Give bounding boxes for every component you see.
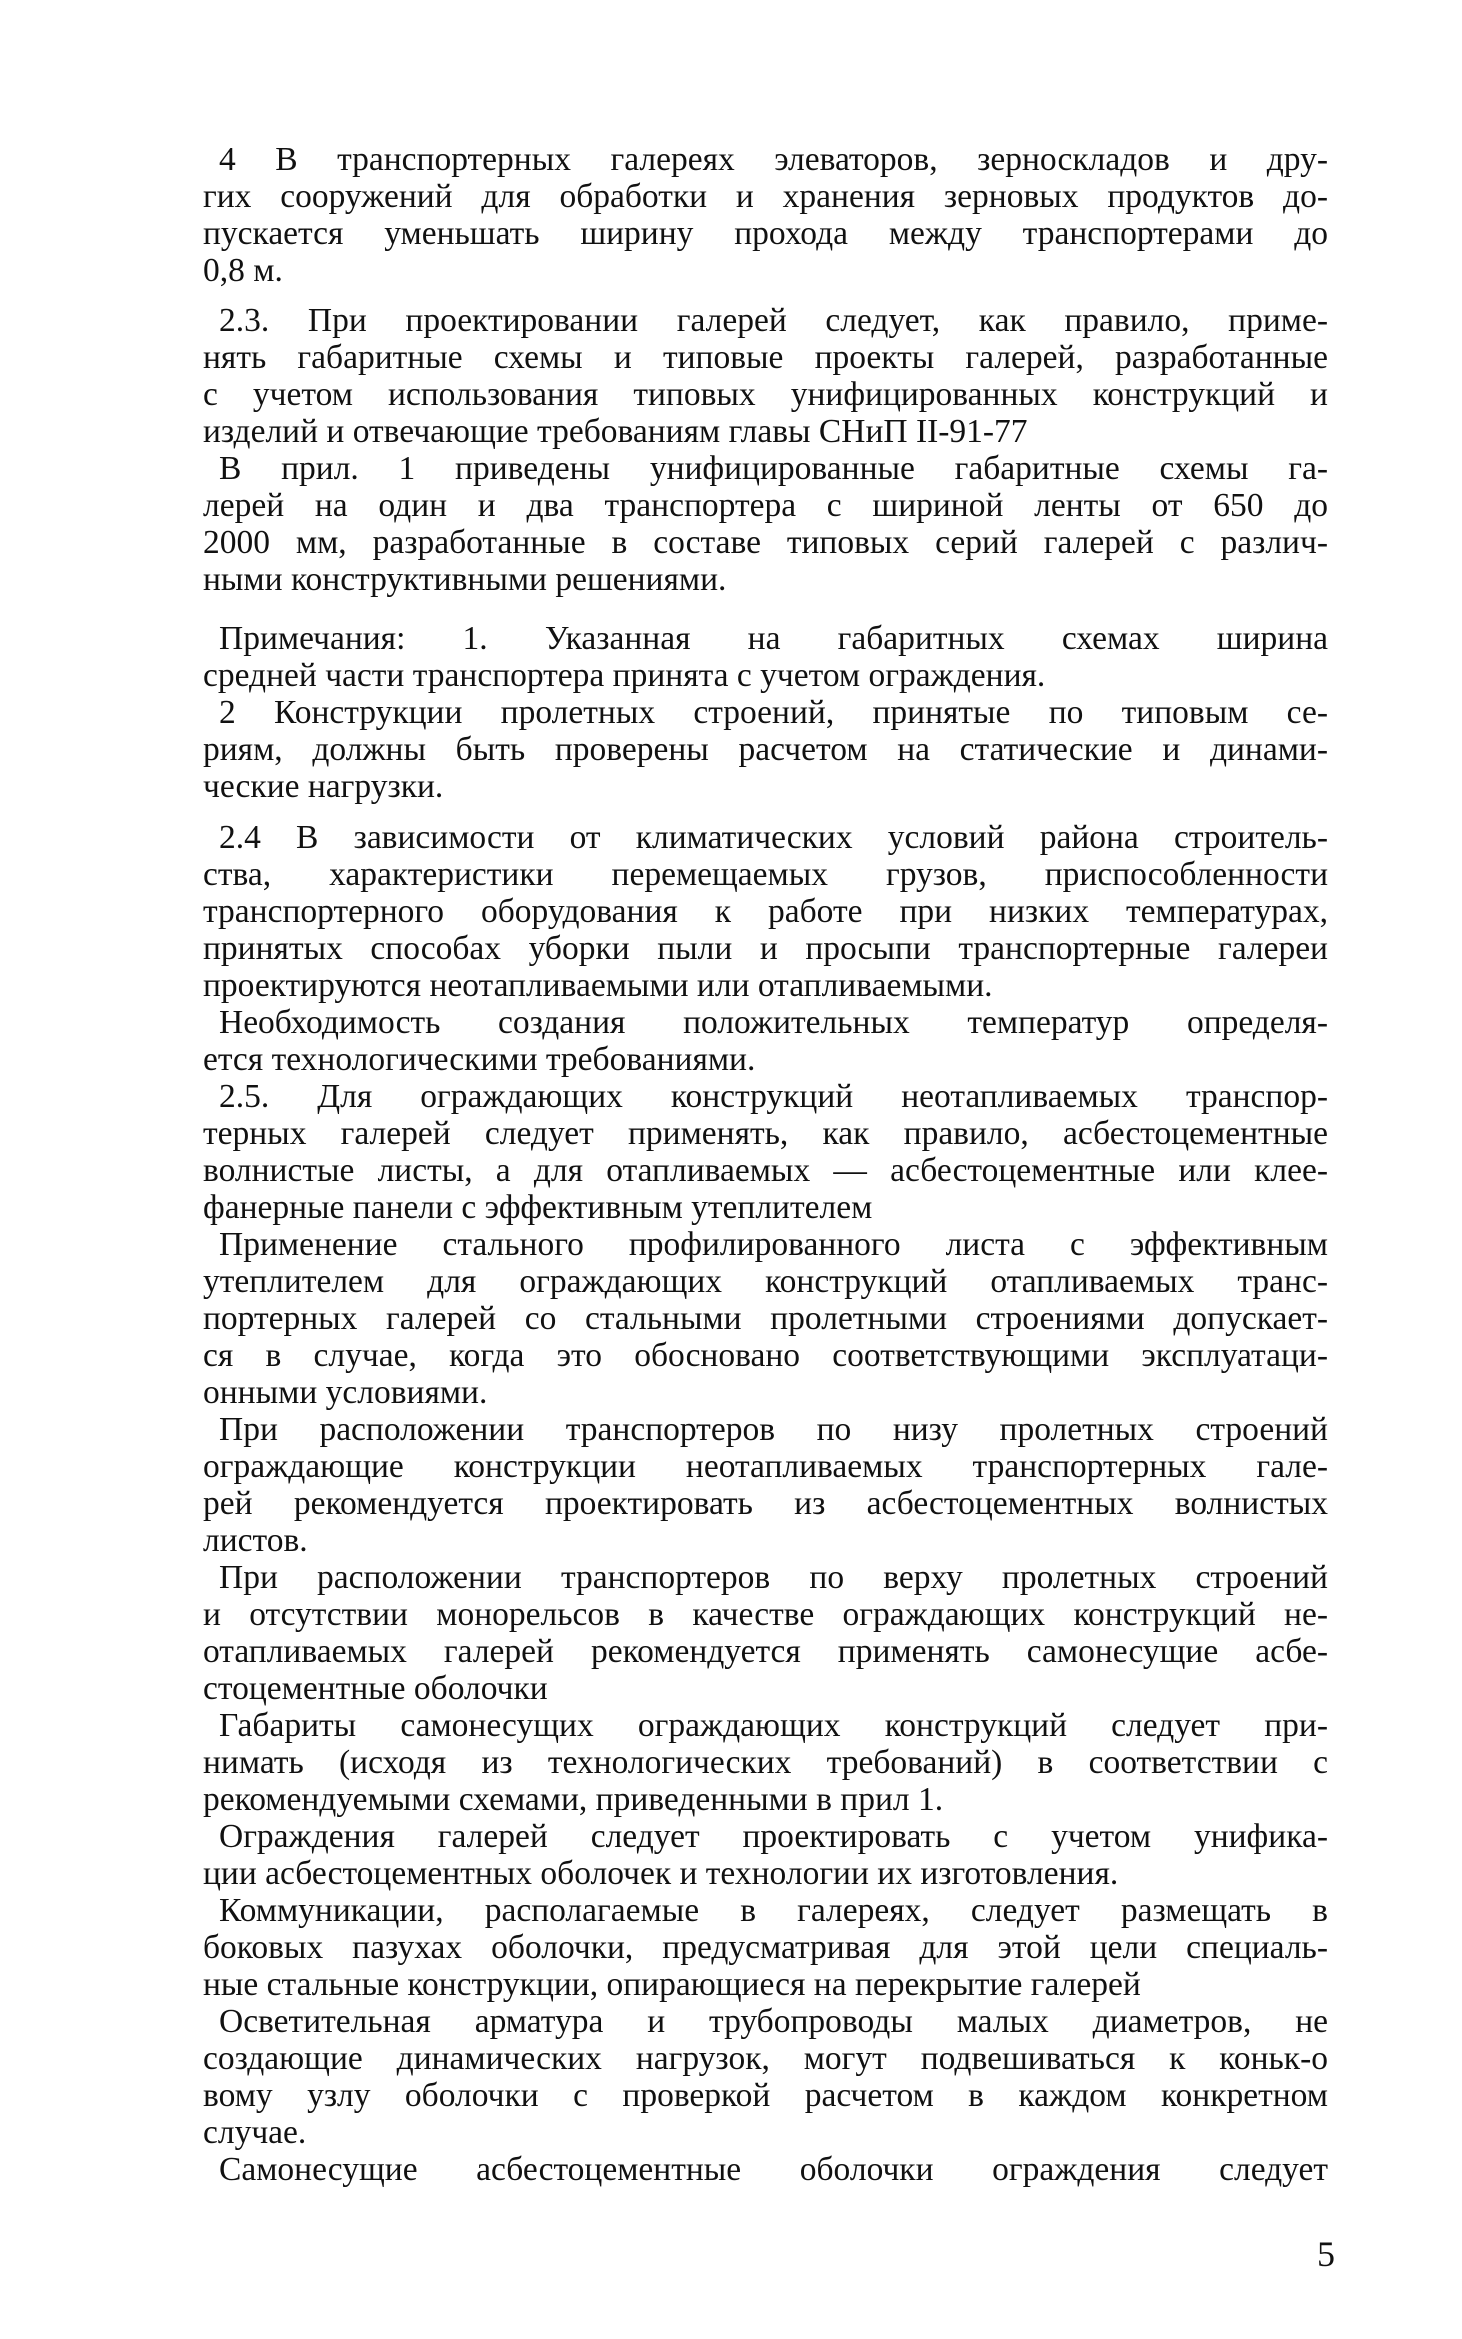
- text-line: создающие динамических нагрузок, могут подвешиваться к коньк-о: [203, 2040, 1328, 2077]
- note-line: средней части транспортера принята с учетом ограждения.: [203, 657, 1046, 694]
- text-line: 0,8 м.: [203, 252, 283, 289]
- text-line: изделий и отвечающие требованиям главы СНиП II-91-77: [203, 413, 1028, 450]
- text-line: проектируются неотапливаемыми или отапливаемыми.: [203, 967, 993, 1004]
- text-line: принятых способах уборки пыли и просыпи транспортерные галереи: [203, 930, 1328, 967]
- text-line: ся в случае, когда это обосновано соответствующими эксплуатаци-: [203, 1337, 1328, 1374]
- text-line: ные стальные конструкции, опирающиеся на перекрытие галерей: [203, 1966, 1141, 2003]
- text-line: боковых пазухах оболочки, предусматривая для этой цели специаль-: [203, 1929, 1328, 1966]
- text-line: Ограждения галерей следует проектировать с учетом унифика-: [219, 1818, 1328, 1855]
- text-line: рей рекомендуется проектировать из асбестоцементных волнистых: [203, 1485, 1328, 1522]
- text-line: нять габаритные схемы и типовые проекты галерей, разработанные: [203, 339, 1328, 376]
- text-line: онными условиями.: [203, 1374, 488, 1411]
- text-line: В прил. 1 приведены унифицированные габаритные схемы га-: [219, 450, 1328, 487]
- text-line: 2.3. При проектировании галерей следует, как правило, приме-: [219, 302, 1328, 339]
- text-line: терных галерей следует применять, как правило, асбестоцементные: [203, 1115, 1328, 1152]
- text-line: Осветительная арматура и трубопроводы малых диаметров, не: [219, 2003, 1328, 2040]
- text-line: случае.: [203, 2114, 307, 2151]
- text-line: с учетом использования типовых унифицированных конструкций и: [203, 376, 1328, 413]
- text-line: портерных галерей со стальными пролетными строениями допускает-: [203, 1300, 1328, 1337]
- text-line: Необходимость создания положительных температур определя-: [219, 1004, 1328, 1041]
- text-line: отапливаемых галерей рекомендуется применять самонесущие асбе-: [203, 1633, 1328, 1670]
- text-line: 2.5. Для ограждающих конструкций неотапливаемых транспор-: [219, 1078, 1328, 1115]
- text-line: нимать (исходя из технологических требований) в соответствии с: [203, 1744, 1328, 1781]
- text-line: пускается уменьшать ширину прохода между транспортерами до: [203, 215, 1328, 252]
- text-line: ными конструктивными решениями.: [203, 561, 727, 598]
- note-line: 2 Конструкции пролетных строений, принятые по типовым се-: [219, 694, 1328, 731]
- text-line: При расположении транспортеров по верху пролетных строений: [219, 1559, 1328, 1596]
- text-line: 2.4 В зависимости от климатических условий района строитель-: [219, 819, 1328, 856]
- text-line: лерей на один и два транспортера с шириной ленты от 650 до: [203, 487, 1328, 524]
- note-line: Примечания: 1. Указанная на габаритных схемах ширина: [219, 620, 1328, 657]
- text-line: Габариты самонесущих ограждающих конструкций следует при-: [219, 1707, 1328, 1744]
- text-line: утеплителем для ограждающих конструкций отапливаемых транс-: [203, 1263, 1328, 1300]
- text-line: рекомендуемыми схемами, приведенными в прил 1.: [203, 1781, 944, 1818]
- text-line: фанерные панели с эффективным утеплителем: [203, 1189, 873, 1226]
- text-line: ства, характеристики перемещаемых грузов, приспособленности: [203, 856, 1328, 893]
- text-line: вому узлу оболочки с проверкой расчетом в каждом конкретном: [203, 2077, 1328, 2114]
- page-number: 5: [1317, 2234, 1335, 2274]
- text-line: Коммуникации, располагаемые в галереях, следует размещать в: [219, 1892, 1328, 1929]
- text-line: волнистые листы, а для отапливаемых — асбестоцементные или клее-: [203, 1152, 1328, 1189]
- note-line: ческие нагрузки.: [203, 768, 444, 805]
- text-line: Применение стального профилированного листа с эффективным: [219, 1226, 1328, 1263]
- text-line: Самонесущие асбестоцементные оболочки ограждения следует: [219, 2151, 1328, 2188]
- note-line: риям, должны быть проверены расчетом на статические и динами-: [203, 731, 1328, 768]
- text-line: листов.: [203, 1522, 308, 1559]
- text-line: 4 В транспортерных галереях элеваторов, зерноскладов и дру-: [219, 141, 1328, 178]
- text-line: ется технологическими требованиями.: [203, 1041, 756, 1078]
- text-line: ции асбестоцементных оболочек и технологии их изготовления.: [203, 1855, 1119, 1892]
- text-line: При расположении транспортеров по низу пролетных строений: [219, 1411, 1328, 1448]
- text-line: стоцементные оболочки: [203, 1670, 548, 1707]
- text-line: 2000 мм, разработанные в составе типовых серий галерей с различ-: [203, 524, 1328, 561]
- text-line: и отсутствии монорельсов в качестве ограждающих конструкций не-: [203, 1596, 1328, 1633]
- text-line: гих сооружений для обработки и хранения зерновых продуктов до-: [203, 178, 1328, 215]
- text-line: транспортерного оборудования к работе при низких температурах,: [203, 893, 1328, 930]
- text-line: ограждающие конструкции неотапливаемых транспортерных гале-: [203, 1448, 1328, 1485]
